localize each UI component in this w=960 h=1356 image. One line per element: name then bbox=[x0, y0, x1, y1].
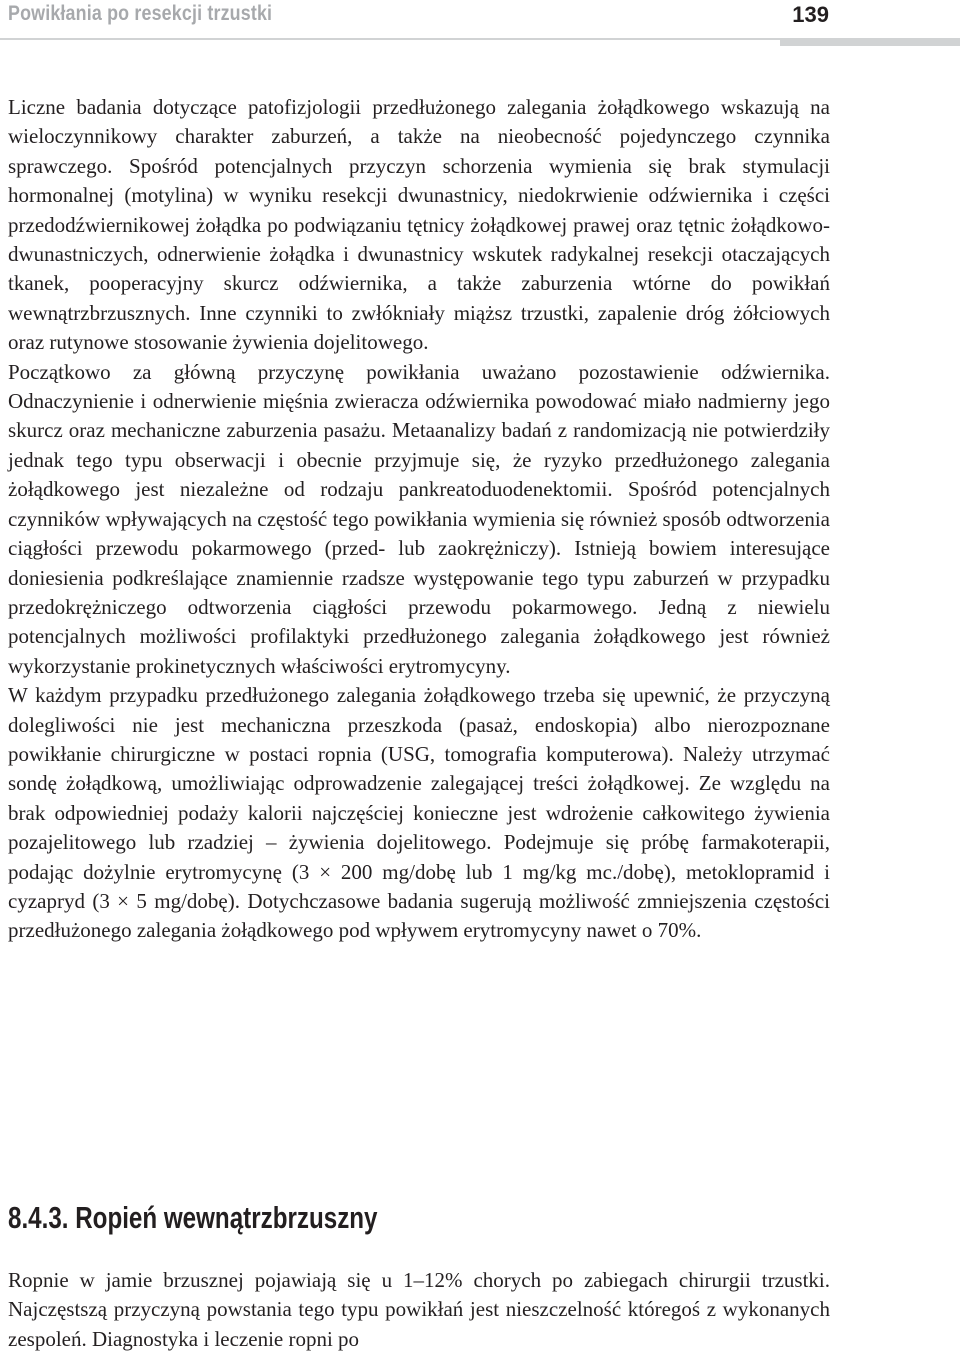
section-text bbox=[8, 1266, 830, 1354]
paragraph-pylorus: Początkowo za główną przyczynę powikłania uważano pozostawienie odźwiernika. Odnaczynienie i odnerwienie mięśnia zwieracza odźwiernika powodować miało nadmierny jego skurcz oraz mechaniczne zaburzenia pasażu. Metaanalizy badań z randomizacją nie potwierdziły jednak tego typu obserwacji i obecnie przyjmuje się, że ryzyko przedłużonego zalegania żołądkowego jest niezależne od rodzaju pankreatoduodenektomii. Spośród potencjalnych czynników wpływających na częstość tego powikłania wymienia się również sposób odtworzenia ciągłości przewodu pokarmowego (przed- lub zaokrężniczy). Istnieją bowiem interesujące doniesienia podkreślające znamiennie rzadsze występowanie tego typu zaburzeń w przypadku przedokrężniczego odtworzenia ciągłości przewodu pokarmowego. Jedną z niewielu potencjalnych możliwości profilaktyki przedłużonego zalegania żołądkowego jest również wykorzystanie prokinetycznych właściwości erytromycyny. bbox=[8, 359, 830, 678]
running-title: Powikłania po resekcji trzustki bbox=[8, 2, 273, 25]
paragraph-abscess: Ropnie w jamie brzusznej pojawiają się u 1–12% chorych po zabiegach chirurgii trzustki. Najczęstszą przyczyną powstania tego typu powikłań jest nieszczelność któregoś z wykonanych zespoleń. Diagnostyka i leczenie ropni po bbox=[8, 1268, 830, 1351]
paragraph-pathophysiology: Liczne badania dotyczące patofizjologii przedłużonego zalegania żołądkowego wskazują na wieloczynnikowy charakter zaburzeń, a także na nieobecność pojedynczego czynnika sprawczego. Spośród potencjalnych przyczyn schorzenia wymienia się brak stymulacji hormonalnej (motylina) w wyniku resekcji dwunastnicy, niedokrwienie odźwiernika i części przedodźwiernikowej żołądka po podwiązaniu tętnicy żołądkowej prawej oraz tętnic żołądkowo-dwunastniczych, odnerwienie żołądka i dwunastnicy wskutek radykalnej resekcji otaczających tkanek, pooperacyjny skurcz odźwiernika, a także zaburzenia wtórne do powikłań wewnątrzbrzusznych. Inne czynniki to zwłókniały miąższ trzustki, zapalenie dróg żółciowych oraz rutynowe stosowanie żywienia dojelitowego. bbox=[8, 95, 830, 355]
section-heading: 8.4.3. Ropień wewnątrzbrzuszny bbox=[8, 1200, 378, 1235]
body-text bbox=[8, 93, 830, 946]
page-header bbox=[0, 0, 960, 46]
page-number: 139 bbox=[792, 2, 829, 27]
paragraph-treatment: W każdym przypadku przedłużonego zalegania żołądkowego trzeba się upewnić, że przyczyną dolegliwości nie jest mechaniczna przeszkoda (pasaż, endoskopia) albo nierozpoznane powikłanie chirurgiczne w postaci ropnia (USG, tomografia komputerowa). Należy utrzymać sondę żołądkową, umożliwiając odprowadzenie zalegającej treści żołądkowej. Ze względu na brak odpowiedniej podaży kalorii najczęściej konieczne jest wdrożenie całkowitego żywienia pozajelitowego lub rzadziej – żywienia dojelitowego. Podejmuje się próbę farmakoterapii, podając dożylnie erytromycynę (3 × 200 mg/dobę lub 1 mg/kg mc./dobę), metoklopramid i cyzapryd (3 × 5 mg/dobę). Dotychczasowe badania sugerują możliwość zmniejszenia częstości przedłużonego zalegania żołądkowego pod wpływem erytromycyny nawet o 70%. bbox=[8, 683, 830, 943]
header-corner-bar bbox=[780, 38, 960, 46]
header-rule bbox=[0, 38, 780, 40]
